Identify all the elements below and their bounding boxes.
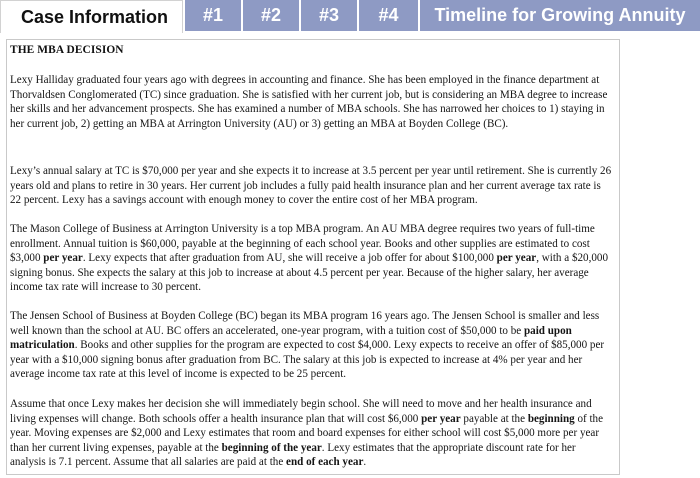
p5-text-g: . Lexy estimates that the appropriate discount rate for her analysis is 7.1 percent. Assume that all salaries are paid at the	[10, 441, 576, 469]
p3-text-a: The Mason College of Business at Arrington University is a top MBA program. An AU MBA degree requires two years of full-time enrollment. Annual tuition is $60,000, payable at the beginning of each school year. Books and other supplies are estimated to cost $3,000	[10, 223, 595, 265]
p4-text-c: . Books and other supplies for the program are expected to cost $4,000. Lexy expects to receive an offer of $85,000 per year with a $10,000 signing bonus after graduation from BC. The salary at this job is expected to increase at 4% per year and her average income tax rate at this level of income is expected to be 25 percent.	[10, 339, 605, 381]
paragraph-background: Lexy Halliday graduated four years ago with degrees in accounting and finance. She has been employed in the finance department at Thorvaldsen Conglomerated (TC) since graduation. She is satisfied with her current job, but is considering an MBA degree to increase her skills and her advancement prospects. She has examined a number of MBA schools. She has narrowed her choices to 1) staying in her current job, 2) getting an MBA at Arrington University (AU) or 3) getting an MBA at Boyden College (BC).	[10, 74, 608, 130]
p5-text-i: .	[363, 456, 367, 469]
p5-text-c: payable at the	[460, 412, 528, 425]
tab-case-information[interactable]: Case Information	[0, 0, 183, 33]
p3-text-e: , with a $20,000 signing bonus. She expects the salary at this job to increase at about 4.5 percent per year. Because of the higher salary, her average income tax rate will increase to 30 percent.	[10, 252, 608, 294]
p3-bold-per-year-2: per year	[496, 252, 537, 265]
tab-4[interactable]: #4	[359, 0, 418, 31]
tab-2[interactable]: #2	[243, 0, 299, 31]
p5-bold-beginning: beginning	[527, 412, 575, 425]
p5-text-e: of the year. Moving expenses are $2,000 and Lexy estimates that room and board expenses for either school will cost $5,000 more per year than her current living expenses, payable at the	[10, 412, 604, 454]
p5-bold-beginning-of-year: beginning of the year	[221, 441, 322, 454]
paragraph-boyden	[10, 309, 614, 382]
tab-1[interactable]: #1	[185, 0, 241, 31]
tab-timeline-growing-annuity[interactable]: Timeline for Growing Annuity	[420, 0, 700, 31]
p5-bold-end-of-each-year: end of each year	[286, 456, 364, 469]
case-heading: THE MBA DECISION	[10, 44, 124, 56]
paragraph-arrington	[10, 222, 614, 295]
p5-text-a: Assume that once Lexy makes her decision she will immediately begin school. She will need to move and her health insurance and living expenses will change. Both schools offer a health insurance plan that will cost $6,000	[10, 398, 592, 425]
paragraph-current-job: Lexy’s annual salary at TC is $70,000 per year and she expects it to increase at 3.5 percent per year until retirement. She is currently 26 years old and plans to retire in 30 years. Her current job includes a fully paid health insurance plan and her current average tax rate is 22 percent. Lexy has a savings account with enough money to cover the entire cost of her MBA program.	[10, 165, 612, 207]
p5-bold-per-year: per year	[421, 412, 461, 425]
p4-text-a: The Jensen School of Business at Boyden College (BC) began its MBA program 16 years ago. The Jensen School is smaller and less well known than the school at AU. BC offers an accelerated, one-year program, with a tuition cost of $50,000 to be	[10, 310, 600, 337]
p3-text-c: . Lexy expects that after graduation from AU, she will receive a job offer for about $100,000	[82, 252, 497, 265]
p3-bold-per-year-1: per year	[43, 252, 83, 265]
tab-bar	[0, 0, 700, 33]
tab-3[interactable]: #3	[301, 0, 357, 31]
paragraph-assumptions	[10, 397, 614, 470]
p4-bold-paid-upon-matriculation: paid upon matriculation	[10, 324, 572, 352]
